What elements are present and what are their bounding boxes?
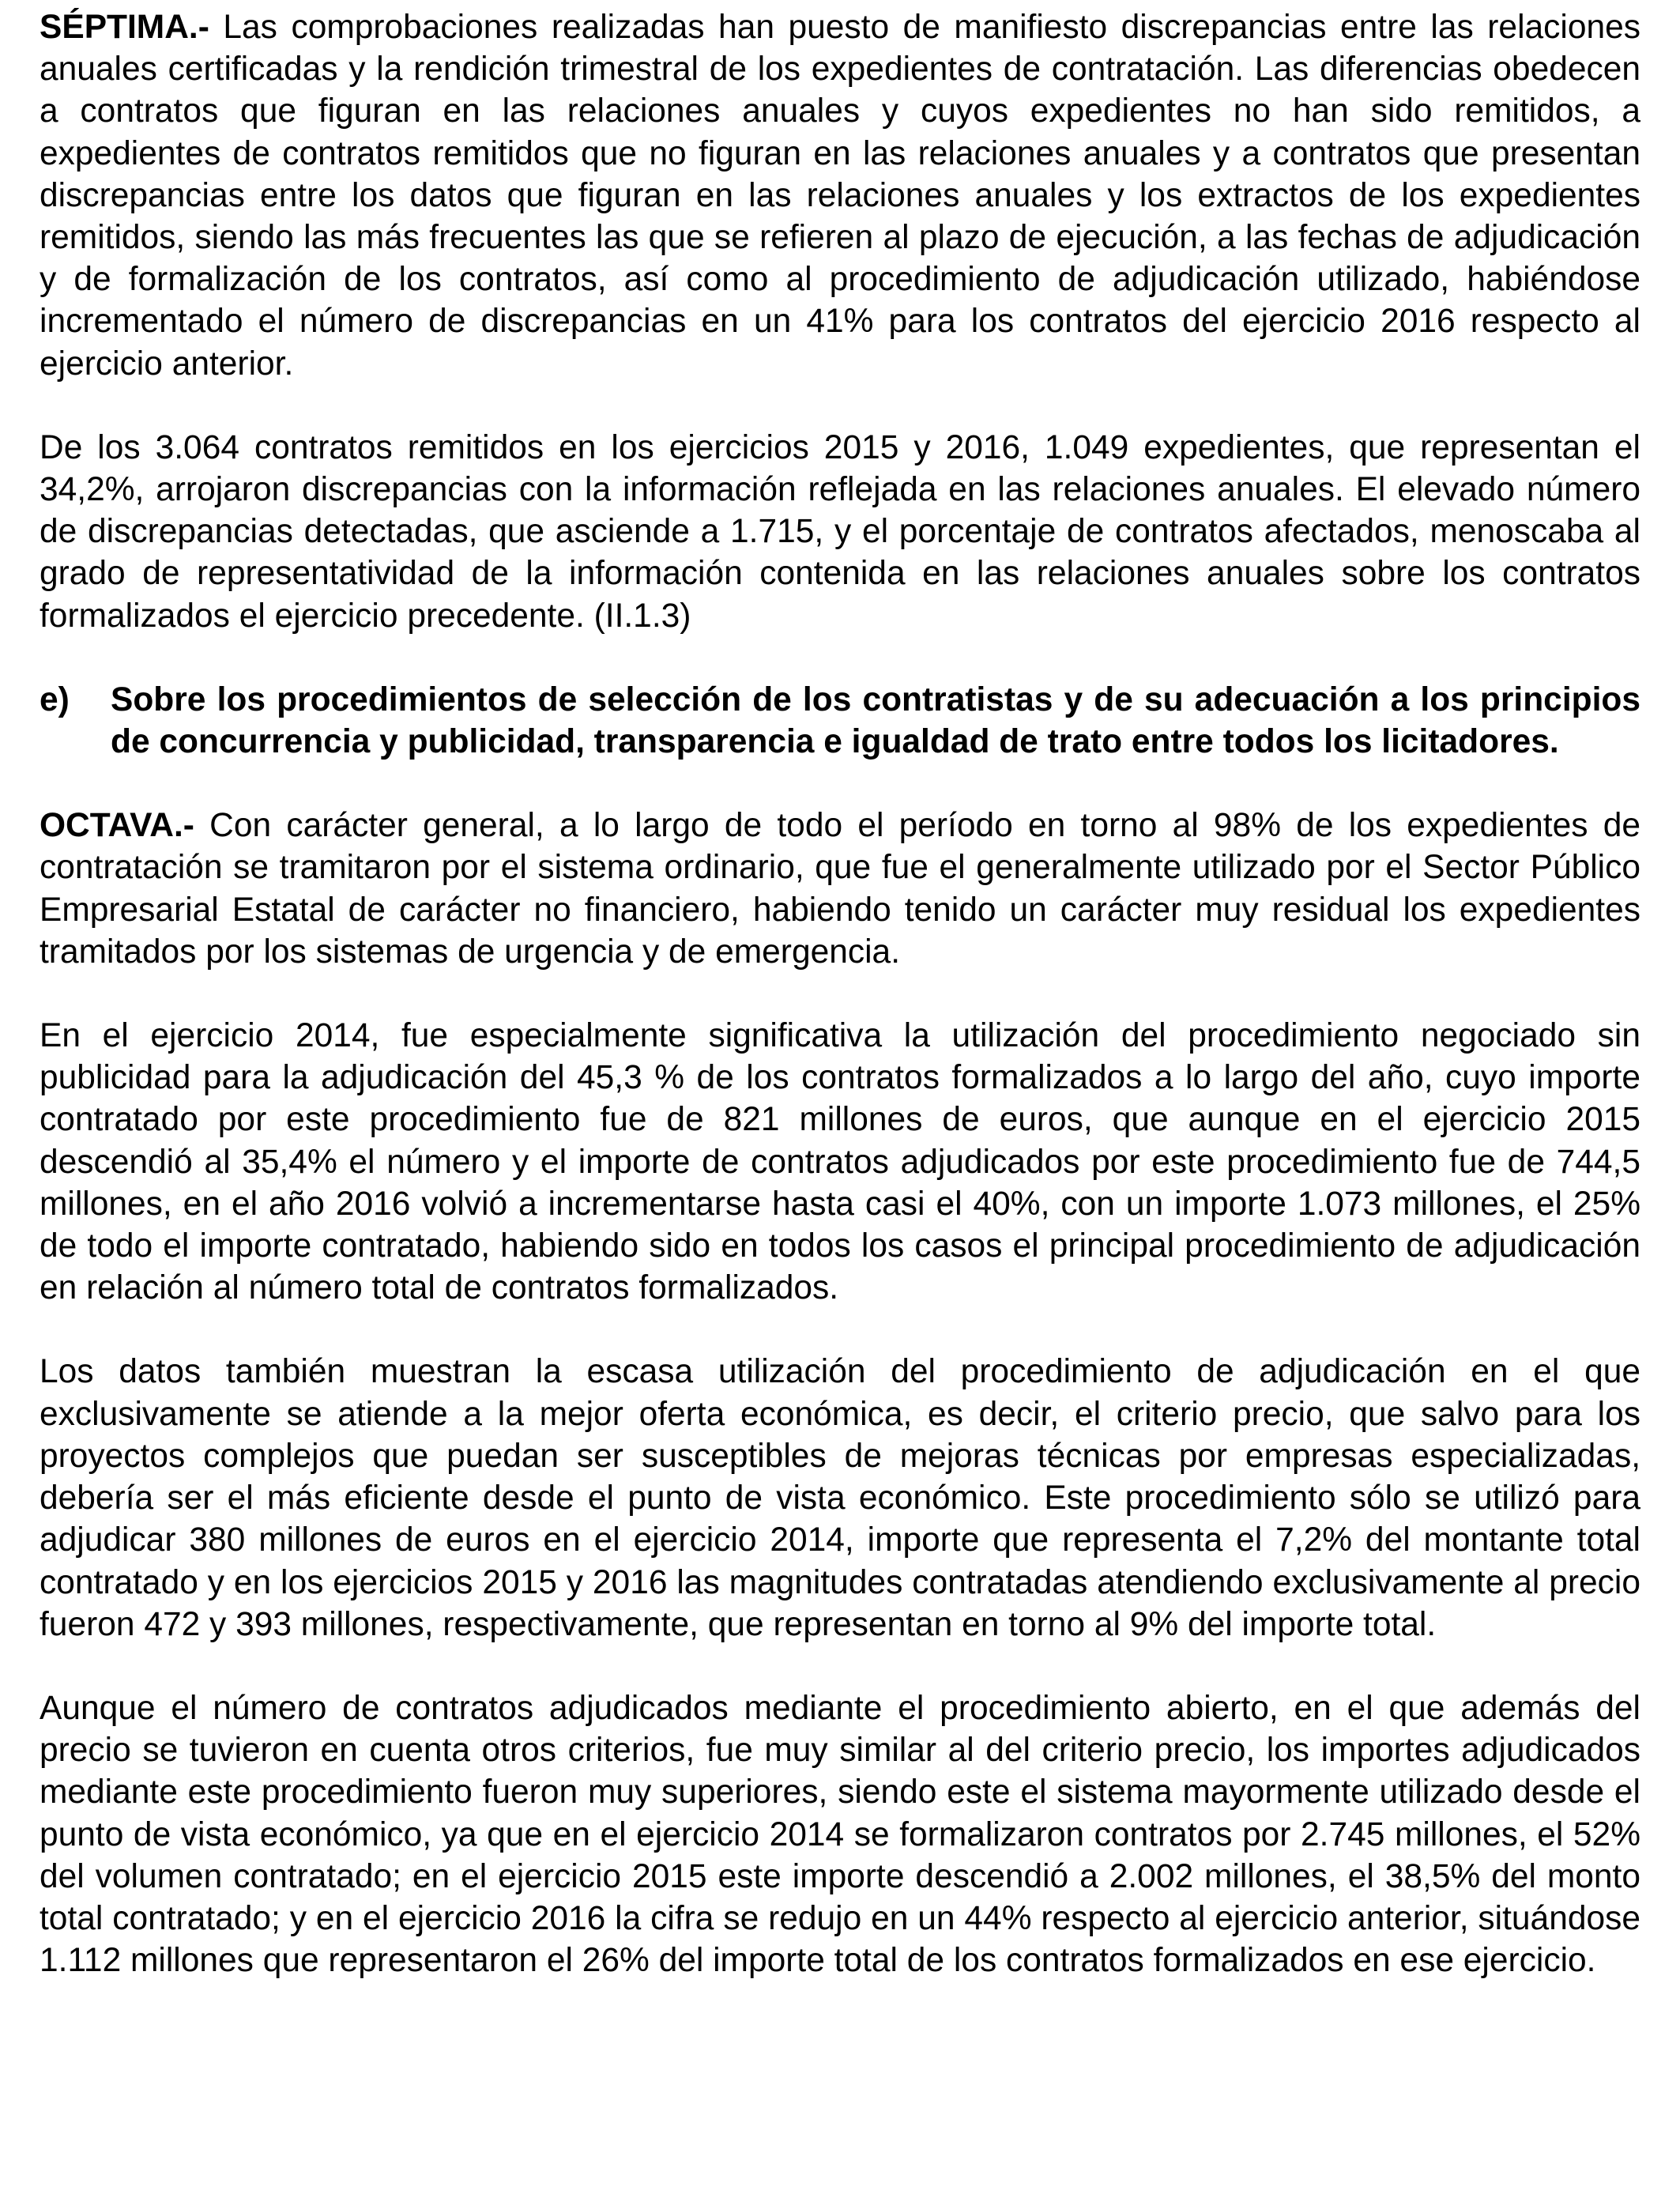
- section-title: Sobre los procedimientos de selección de los contratistas y de su adecuación a los principios de concurrencia y publicidad, transparencia e igualdad de trato entre todos los licitadores.: [111, 680, 1640, 761]
- document-page: [40, 6, 1640, 2023]
- octava-text: Con carácter general, a lo largo de todo el período en torno al 98% de los expedientes de contratación se tramitaron por el sistema ordinario, que fue el generalmente utilizado por el Sector Público Empresarial Estatal de carácter no financiero, habiendo tenido un carácter muy residual los expedientes tramitados por los sistemas de urgencia y de emergencia.: [40, 807, 1640, 971]
- section-heading-e: [40, 679, 1640, 763]
- section-marker: e): [40, 680, 70, 718]
- octava-lead: OCTAVA.-: [40, 807, 194, 845]
- paragraph-criterio-precio: Los datos también muestran la escasa utilización del procedimiento de adjudicación en el que exclusivamente se atiende a la mejor oferta económica, es decir, el criterio precio, que salvo para los proyectos complejos que puedan ser susceptibles de mejoras técnicas por empresas especializadas, debería ser el más eficiente desde el punto de vista económico. Este procedimiento sólo se utilizó para adjudicar 380 millones de euros en el ejercicio 2014, importe que representa el 7,2% del montante total contratado y en los ejercicios 2015 y 2016 las magnitudes contratadas atendiendo exclusivamente al precio fueron 472 y 393 millones, respectivamente, que representan en torno al 9% del importe total.: [40, 1353, 1640, 1643]
- septima-lead: SÉPTIMA.-: [40, 9, 209, 46]
- paragraph-octava: [40, 805, 1640, 973]
- paragraph-septima-discrepancias: De los 3.064 contratos remitidos en los ejercicios 2015 y 2016, 1.049 expedientes, que representan el 34,2%, arrojaron discrepancias con la información reflejada en las relaciones anuales. El elevado número de discrepancias detectadas, que asciende a 1.715, y el porcentaje de contratos afectados, menoscaba al grado de representatividad de la información contenida en las relaciones anuales sobre los contratos formalizados el ejercicio precedente. (II.1.3): [40, 428, 1640, 635]
- paragraph-procedimiento-abierto: Aunque el número de contratos adjudicados mediante el procedimiento abierto, en el que además del precio se tuvieron en cuenta otros criterios, fue muy similar al del criterio precio, los importes adjudicados mediante este procedimiento fueron muy superiores, siendo este el sistema mayormente utilizado desde el punto de vista económico, ya que en el ejercicio 2014 se formalizaron contratos por 2.745 millones, el 52% del volumen contratado; en el ejercicio 2015 este importe descendió a 2.002 millones, el 38,5% del monto total contratado; y en el ejercicio 2016 la cifra se redujo en un 44% respecto al ejercicio anterior, situándose 1.112 millones que representaron el 26% del importe total de los contratos formalizados en ese ejercicio.: [40, 1689, 1640, 1980]
- paragraph-negociado: En el ejercicio 2014, fue especialmente significativa la utilización del procedimiento negociado sin publicidad para la adjudicación del 45,3 % de los contratos formalizados a lo largo del año, cuyo importe contratado por este procedimiento fue de 821 millones de euros, que aunque en el ejercicio 2015 descendió al 35,4% el número y el importe de contratos adjudicados por este procedimiento fue de 744,5 millones, en el año 2016 volvió a incrementarse hasta casi el 40%, con un importe 1.073 millones, el 25% de todo el importe contratado, habiendo sido en todos los casos el principal procedimiento de adjudicación en relación al número total de contratos formalizados.: [40, 1017, 1640, 1307]
- septima-text: Las comprobaciones realizadas han puesto de manifiesto discrepancias entre las relaciones anuales certificadas y la rendición trimestral de los expedientes de contratación. Las diferencias obedecen a contratos que figuran en las relaciones anuales y cuyos expedientes no han sido remitidos, a expedientes de contratos remitidos que no figuran en las relaciones anuales y a contratos que presentan discrepancias entre los datos que figuran en las relaciones anuales y los extractos de los expedientes remitidos, siendo las más frecuentes las que se refieren al plazo de ejecución, a las fechas de adjudicación y de formalización de los contratos, así como al procedimiento de adjudicación utilizado, habiéndose incrementado el número de discrepancias en un 41% para los contratos del ejercicio 2016 respecto al ejercicio anterior.: [40, 9, 1640, 383]
- paragraph-septima: [40, 6, 1640, 385]
